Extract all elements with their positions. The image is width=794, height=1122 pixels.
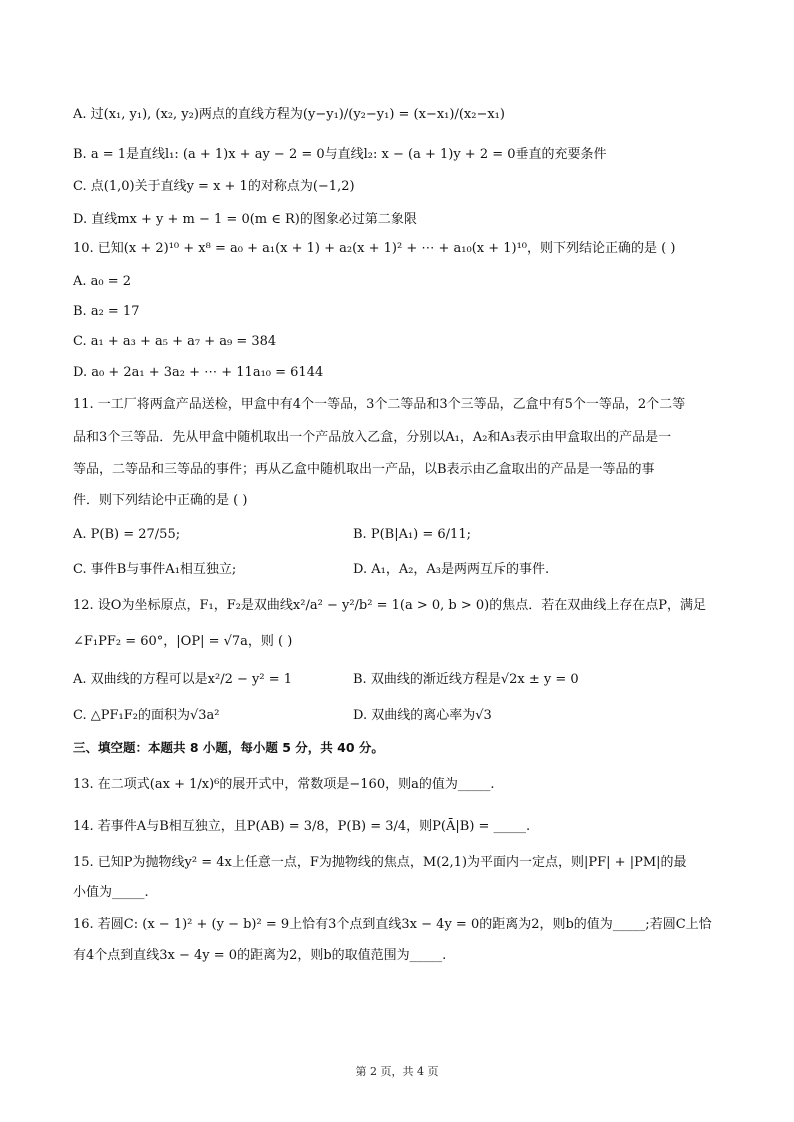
page-footer: 第 2 页，共 4 页 — [355, 1065, 439, 1078]
option-11a: A. P(B) = 27/55; — [73, 527, 181, 542]
question-14: 14. 若事件A与B相互独立，且P(AB) = 3/8，P(B) = 3/4，则P(Ā|B) = _____. — [73, 819, 531, 834]
option-11d: D. A₁，A₂，A₃是两两互斥的事件. — [353, 562, 550, 577]
option-12c: C. △PF₁F₂的面积为√3a² — [73, 708, 220, 723]
option-10d: D. a₀ + 2a₁ + 3a₂ + ⋯ + 11a₁₀ = 6144 — [73, 365, 324, 380]
question-12-line2: ∠F₁PF₂ = 60°，|OP| = √7a，则 ( ) — [73, 634, 293, 649]
option-9c: C. 点(1,0)关于直线y = x + 1的对称点为(−1,2) — [73, 179, 355, 194]
option-9d: D. 直线mx + y + m − 1 = 0(m ∈ R)的图象必过第二象限 — [73, 212, 417, 227]
option-9b: B. a = 1是直线l₁: (a + 1)x + ay − 2 = 0与直线l₂: x − (a + 1)y + 2 = 0垂直的充要条件 — [73, 147, 607, 162]
option-9a: A. 过(x₁, y₁), (x₂, y₂)两点的直线方程为(y−y₁)/(y₂−y₁) = (x−x₁)/(x₂−x₁) — [73, 107, 505, 122]
question-16-line1: 16. 若圆C: (x − 1)² + (y − b)² = 9上恰有3个点到直线3x − 4y = 0的距离为2，则b的值为_____;若圆C上恰 — [73, 917, 712, 932]
question-13: 13. 在二项式(ax + 1/x)⁶的展开式中，常数项是−160，则a的值为_____. — [73, 777, 495, 792]
option-10a: A. a₀ = 2 — [73, 274, 132, 289]
option-11b: B. P(B|A₁) = 6/11; — [353, 527, 471, 542]
question-11-line2: 品和3个三等品．先从甲盒中随机取出一个产品放入乙盒，分别以A₁，A₂和A₃表示由甲盒取出的产品是一 — [73, 430, 672, 445]
question-11-line3: 等品，二等品和三等品的事件；再从乙盒中随机取出一产品，以B表示由乙盒取出的产品是一等品的事 — [73, 462, 655, 477]
question-15-line2: 小值为_____. — [73, 885, 149, 900]
section-heading: 三、填空题：本题共 8 小题，每小题 5 分，共 40 分。 — [73, 740, 384, 755]
question-15-line1: 15. 已知P为抛物线y² = 4x上任意一点，F为抛物线的焦点，M(2,1)为平面内一定点，则|PF| + |PM|的最 — [73, 855, 687, 870]
option-10c: C. a₁ + a₃ + a₅ + a₇ + a₉ = 384 — [73, 334, 277, 349]
question-16-line2: 有4个点到直线3x − 4y = 0的距离为2，则b的取值范围为_____. — [73, 948, 447, 963]
option-10b: B. a₂ = 17 — [73, 304, 140, 319]
question-12-line1: 12. 设O为坐标原点，F₁，F₂是双曲线x²/a² − y²/b² = 1(a > 0, b > 0)的焦点．若在双曲线上存在点P，满足 — [73, 598, 706, 613]
option-11c: C. 事件B与事件A₁相互独立; — [73, 562, 237, 577]
question-10: 10. 已知(x + 2)¹⁰ + x⁸ = a₀ + a₁(x + 1) + a₂(x + 1)² + ⋯ + a₁₀(x + 1)¹⁰，则下列结论正确的是 ( ) — [73, 241, 676, 256]
question-11-line4: 件．则下列结论中正确的是 ( ) — [73, 493, 248, 508]
option-12b: B. 双曲线的渐近线方程是√2x ± y = 0 — [353, 672, 579, 687]
option-12d: D. 双曲线的离心率为√3 — [353, 708, 492, 723]
option-12a: A. 双曲线的方程可以是x²/2 − y² = 1 — [73, 672, 292, 687]
question-11-line1: 11. 一工厂将两盒产品送检，甲盒中有4个一等品，3个二等品和3个三等品，乙盒中有5个一等品，2个二等 — [73, 397, 686, 412]
